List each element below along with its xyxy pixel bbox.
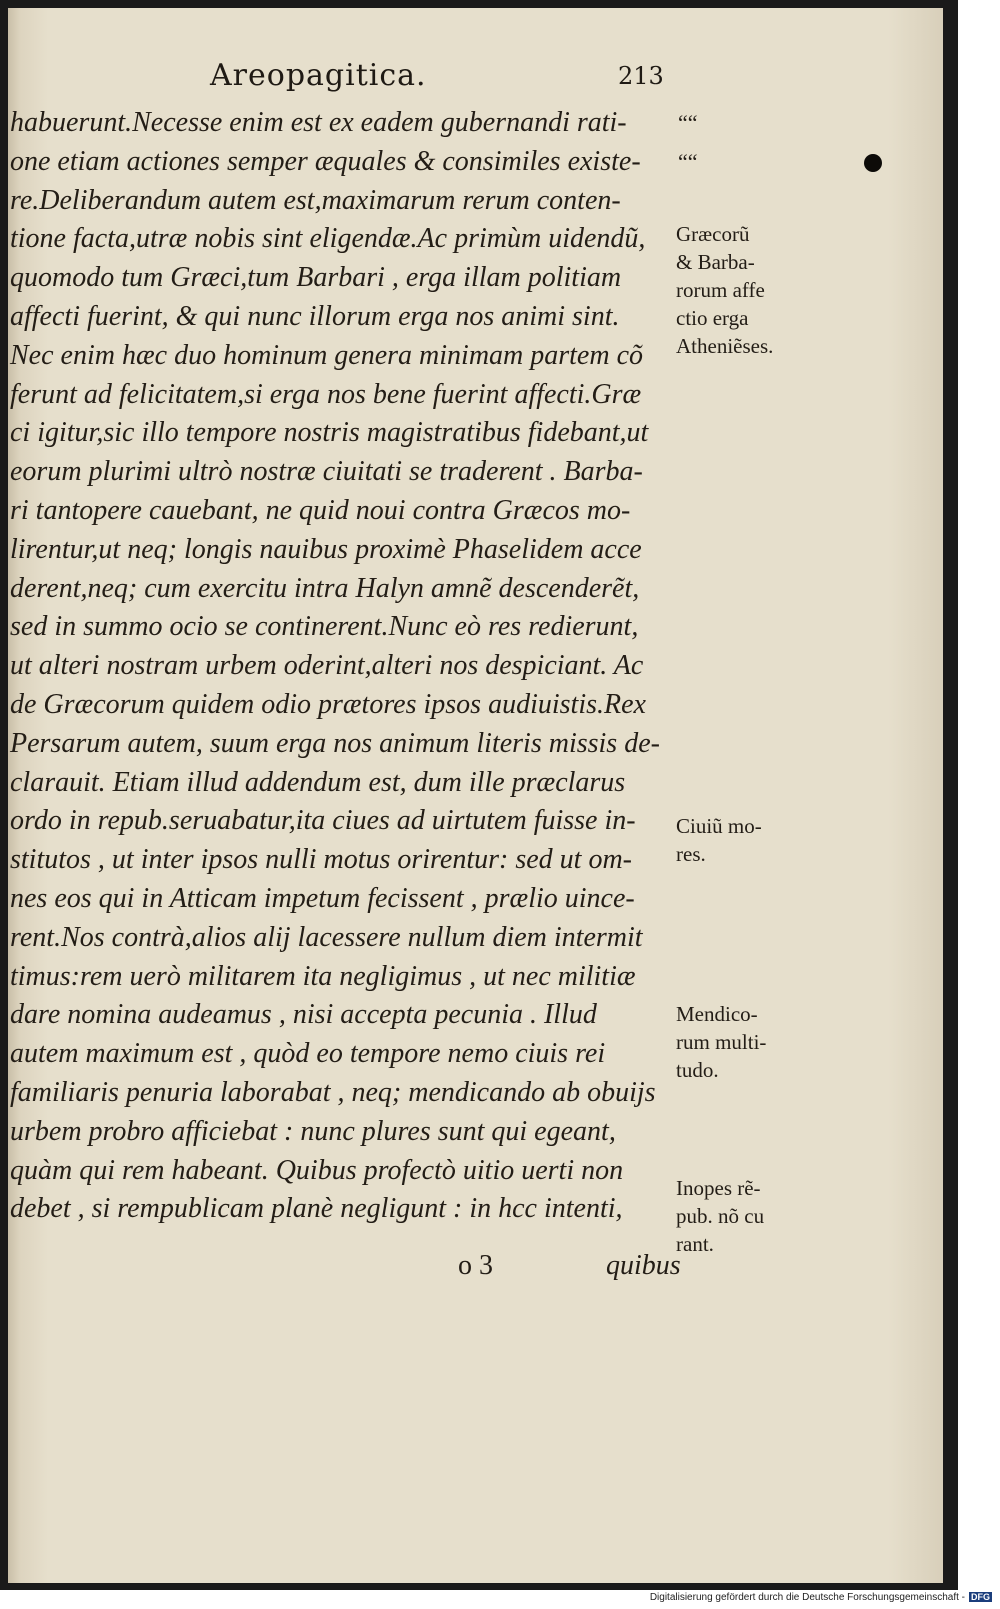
text-line: clarauit. Etiam illud addendum est, dum ille præclarus xyxy=(10,766,626,798)
marginal-line: Inopes rẽ- xyxy=(676,1176,761,1200)
text-line: ferunt ad felicitatem,si erga nos bene fuerint affecti.Græ xyxy=(10,378,642,410)
marginal-line: Atheniẽses. xyxy=(676,334,774,358)
text-line: re.Deliberandum autem est,maximarum rerum conten- xyxy=(10,184,621,216)
marginal-line: rum multi- xyxy=(676,1030,767,1054)
text-line: derent,neq; cum exercitu intra Halyn amnẽ descenderẽt, xyxy=(10,572,640,604)
text-line: ri tantopere cauebant, ne quid noui contra Græcos mo- xyxy=(10,494,631,526)
catchword: quibus xyxy=(606,1250,681,1281)
text-line: timus:rem uerò militarem ita negligimus , ut nec militiæ xyxy=(10,960,636,992)
marginal-line: Græcorũ xyxy=(676,222,750,246)
marginal-line: rant. xyxy=(676,1232,714,1256)
marginal-line: tudo. xyxy=(676,1058,719,1082)
text-line: familiaris penuria laborabat , neq; mendicando ab obuijs xyxy=(10,1076,656,1108)
text-line: urbem probro afficiebat : nunc plures sunt qui egeant, xyxy=(10,1115,616,1147)
marginal-line: ctio erga xyxy=(676,306,749,330)
running-title: Areopagitica. xyxy=(210,58,427,93)
text-line: dare nomina audeamus , nisi accepta pecunia . Illud xyxy=(10,999,597,1031)
quotation-marks xyxy=(678,104,698,182)
body-text xyxy=(10,104,670,1229)
page-number: 213 xyxy=(618,62,664,90)
text-line: de Græcorum quidem odio prætores ipsos audiuistis.Rex xyxy=(10,688,646,720)
marginal-note xyxy=(676,812,826,868)
text-line: quàm qui rem habeant. Quibus profectò uitio uerti non xyxy=(10,1154,624,1186)
text-line: autem maximum est , quòd eo tempore nemo ciuis rei xyxy=(10,1038,606,1070)
text-line: sed in summo ocio se continerent.Nunc eò res redierunt, xyxy=(10,611,639,643)
digitization-footer xyxy=(650,1592,992,1603)
text-line: ut alteri nostram urbem oderint,alteri nos despiciant. Ac xyxy=(10,650,644,682)
marginal-note xyxy=(676,1000,826,1084)
text-line: affecti fuerint, & qui nunc illorum erga nos animi sint. xyxy=(10,300,620,332)
dfg-logo: DFG xyxy=(971,1592,990,1602)
text-line: rent.Nos contrà,alios alij lacessere nullum diem intermit xyxy=(10,921,643,953)
text-line: debet , si rempublicam planè negligunt : in hcc intenti, xyxy=(10,1193,623,1225)
marginal-line: Ciuiũ mo- xyxy=(676,814,762,838)
signature-mark: o 3 xyxy=(458,1250,493,1281)
text-line: Nec enim hæc duo hominum genera minimam partem cõ xyxy=(10,339,644,371)
text-line: tione facta,utræ nobis sint eligendæ.Ac primùm uidendũ, xyxy=(10,223,646,255)
text-line: ci igitur,sic illo tempore nostris magistratibus fidebant,ut xyxy=(10,417,649,449)
text-line: stitutos , ut inter ipsos nulli motus orirentur: sed ut om- xyxy=(10,844,632,876)
marginal-line: Mendico- xyxy=(676,1002,758,1026)
marginal-line: rorum affe xyxy=(676,278,765,302)
text-line: one etiam actiones semper æquales & consimiles existe- xyxy=(10,145,641,177)
marginal-line: & Barba- xyxy=(676,250,755,274)
marginal-note xyxy=(676,220,826,360)
quote-mark: ““ xyxy=(678,148,698,174)
text-line: habuerunt.Necesse enim est ex eadem gubernandi rati- xyxy=(10,107,627,138)
text-line: Persarum autem, suum erga nos animum literis missis de- xyxy=(10,727,660,759)
marginal-note xyxy=(676,1174,826,1258)
text-line: eorum plurimi ultrò nostræ ciuitati se traderent . Barba- xyxy=(10,456,643,488)
text-line: lirentur,ut neq; longis nauibus proximè Phaselidem acce xyxy=(10,533,642,565)
marginal-line: res. xyxy=(676,842,706,866)
text-line: quomodo tum Græci,tum Barbari , erga illam politiam xyxy=(10,262,622,294)
quote-mark: ““ xyxy=(678,110,698,135)
marginal-line: pub. nõ cu xyxy=(676,1204,765,1228)
text-line: nes eos qui in Atticam impetum fecissent , prælio uince- xyxy=(10,882,635,914)
ink-spot xyxy=(864,154,882,172)
text-line: ordo in repub.seruabatur,ita ciues ad uirtutem fuisse in- xyxy=(10,805,636,837)
footer-text: Digitalisierung gefördert durch die Deutsche Forschungsgemeinschaft - xyxy=(649,1592,965,1603)
